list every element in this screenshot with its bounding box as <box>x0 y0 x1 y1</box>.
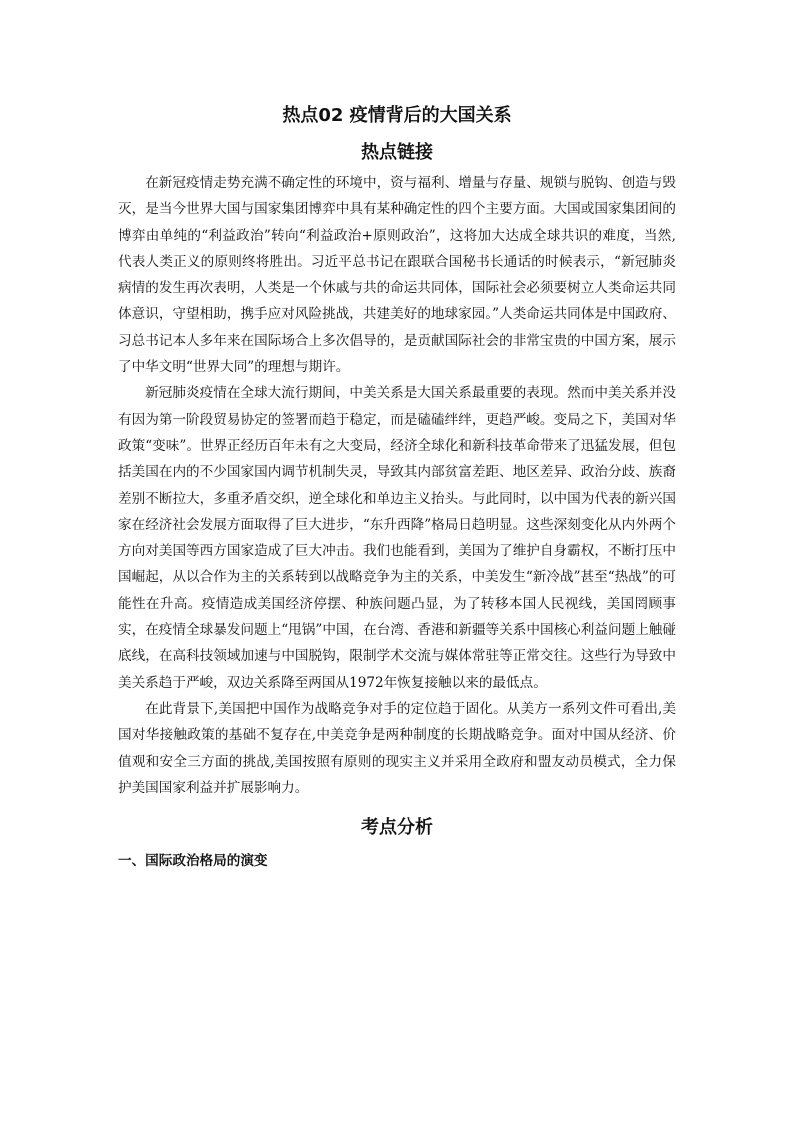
body-paragraph-3: 在此背景下,美国把中国作为战略竞争对手的定位趋于固化。从美方一系列文件可看出,美国对华接触政策的基础不复存在,中美竞争是两种制度的长期战略竞争。面对中国从经济、价值观和安全三方面的挑战,美国按照有原则的现实主义并采用全政府和盟友动员模式，全力保护美国国家利益并扩展影响力。 <box>118 700 676 796</box>
section-heading-hot-links: 热点链接 <box>361 142 433 163</box>
body-paragraph-2: 新冠肺炎疫情在全球大流行期间，中美关系是大国关系最重要的表现。然而中美关系并没有因为第一阶段贸易协定的签署而趋于稳定，而是磕磕绊绊，更趋严峻。变局之下，美国对华政策“变味”。世界正经历百年未有之大变局，经济全球化和新科技革命带来了迅猛发展，但包括美国在内的不少国家国内调节机制失灵，导致其内部贫富差距、地区差异、政治分歧、族裔差别不断拉大，多重矛盾交织，逆全球化和单边主义抬头。与此同时，以中国为代表的新兴国家在经济社会发展方面取得了巨大进步，“东升西降”格局日趋明显。这些深刻变化从内外两个方向对美国等西方国家造成了巨大冲击。我们也能看到，美国为了维护自身霸权，不断打压中国崛起，从以合作为主的关系转到以战略竞争为主的关系，中美发生“新冷战”甚至“热战”的可能性在升高。疫情造成美国经济停摆、种族问题凸显，为了转移本国人民视线，美国罔顾事实，在疫情全球暴发问题上“甩锅”中国，在台湾、香港和新疆等关系中国核心利益问题上触碰底线，在高科技领域加速与中国脱钩，限制学术交流与媒体常驻等正常交往。这些行为导致中美关系趋于严峻，双边关系降至两国从1972年恢复接触以来的最低点。 <box>118 385 676 691</box>
section-heading-analysis: 考点分析 <box>361 817 433 839</box>
subheading-international-politics: 一、国际政治格局的演变 <box>118 853 268 870</box>
body-paragraph-1: 在新冠疫情走势充满不确定性的环境中，资与福利、增量与存量、规锁与脱钩、创造与毁灭，是当今世界大国与国家集团博弈中具有某种确定性的四个主要方面。大国或国家集团间的博弈由单纯的“利益政治”转向“利益政治+原则政治”，这将加大达成全球共识的难度，当然,代表人类正义的原则终将胜出。习近平总书记在跟联合国秘书长通话的时候表示，“新冠肺炎病情的发生再次表明，人类是一个休戚与共的命运共同体，国际社会必须要树立人类命运共同体意识，守望相助，携手应对风险挑战，共建美好的地球家园。”人类命运共同体是中国政府、习总书记本人多年来在国际场合上多次倡导的，是贡献国际社会的非常宝贵的中国方案，展示了中华文明“世界大同”的理想与期许。 <box>118 175 676 376</box>
document-title: 热点02 疫情背后的大国关系 <box>282 105 512 126</box>
document-page <box>118 100 676 875</box>
